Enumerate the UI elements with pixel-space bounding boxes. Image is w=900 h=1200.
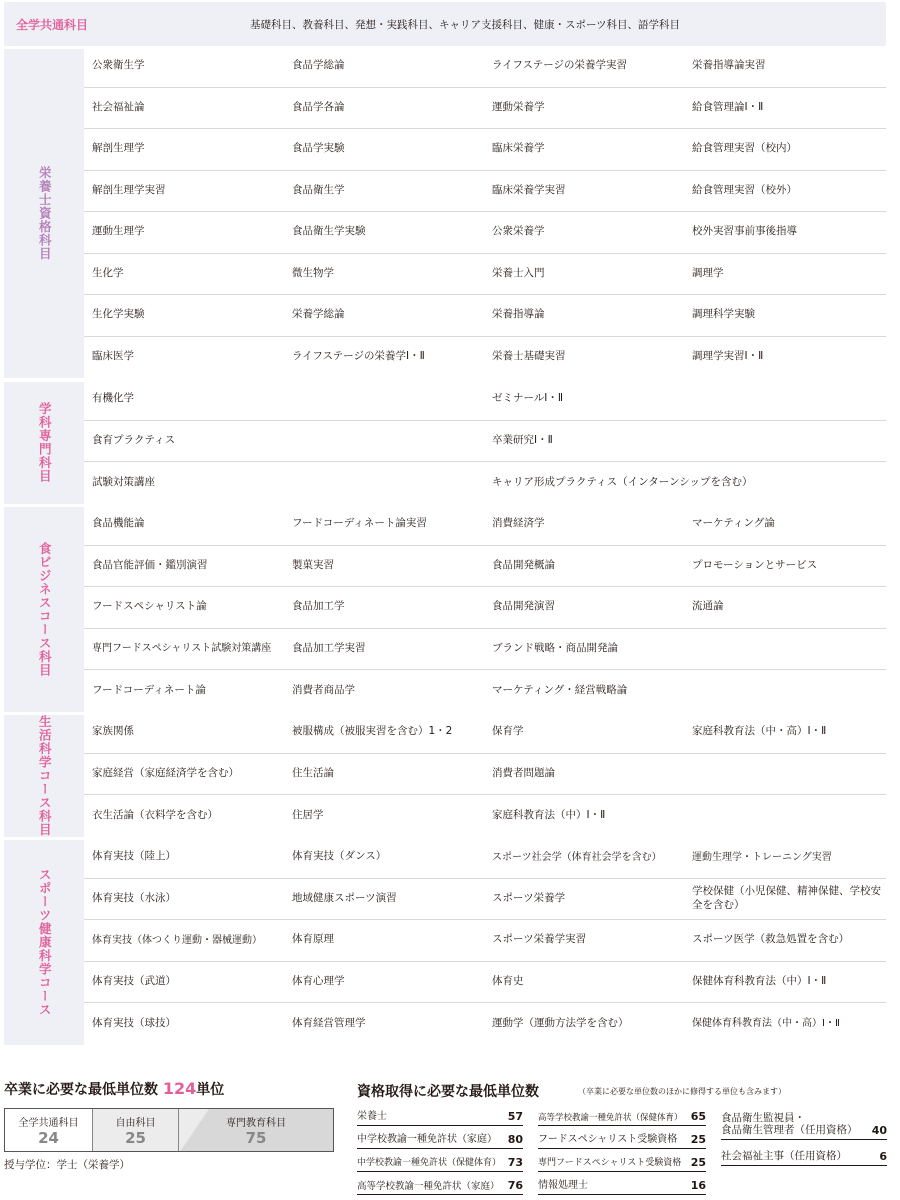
subject-cell: 栄養学総論: [292, 308, 345, 321]
table-row: [84, 129, 886, 171]
qualification-item: [721, 1140, 887, 1166]
table-row: [84, 462, 886, 504]
qualification-value: 76: [507, 1179, 523, 1192]
section-side: [4, 712, 84, 837]
subject-cell: 臨床栄養学: [492, 142, 545, 155]
subject-cell: 調理学実習Ⅰ・Ⅱ: [692, 350, 764, 363]
table-row: [84, 587, 886, 629]
subject-cell: 住生活論: [292, 766, 334, 779]
section-label: 食ビジネスコース科目: [37, 541, 53, 677]
subject-cell: 保健体育科教育法（中）Ⅰ・Ⅱ: [692, 974, 827, 987]
qualification-column-3: [721, 1103, 887, 1166]
subject-cell: 消費者商品学: [292, 683, 355, 696]
subject-cell: 運動生理学: [92, 225, 145, 238]
common-subjects-list: 基礎科目、教養科目、発想・実践科目、キャリア支援科目、健康・スポーツ科目、語学科目: [249, 18, 681, 31]
table-row: [84, 295, 886, 337]
qualification-name: 高等学校教諭一種免許状（保健体育）: [538, 1112, 683, 1123]
subject-cell: 試験対策講座: [92, 475, 155, 488]
subject-cell: 体育実技（陸上）: [92, 850, 176, 863]
section-nutritionist: [4, 46, 886, 378]
subject-cell: 体育実技（体つくり運動・器械運動）: [92, 934, 262, 946]
table-row: [84, 670, 886, 712]
graduation-title-prefix: 卒業に必要な最低単位数: [4, 1082, 158, 1098]
table-row: [84, 712, 886, 754]
subject-cell: 体育実技（水泳）: [92, 891, 176, 904]
subject-cell: 体育経営管理学: [292, 1016, 366, 1029]
subject-cell: 食品機能論: [92, 517, 145, 530]
subject-cell: スポーツ栄養学実習: [492, 933, 587, 946]
subject-cell: フードコーディネート論実習: [292, 517, 427, 530]
subject-cell: ゼミナールⅠ・Ⅱ: [492, 392, 564, 405]
table-row: [84, 837, 886, 879]
section-sports-health: [4, 837, 886, 1045]
subject-cell: 家庭科教育法（中・高）Ⅰ・Ⅱ: [692, 725, 827, 738]
qualification-item: [357, 1103, 523, 1126]
section-side: [4, 837, 84, 1045]
subject-cell: 食品学実験: [292, 142, 345, 155]
section-side: [4, 379, 84, 504]
table-row: [84, 88, 886, 130]
qualification-name: フードスペシャリスト受験資格: [538, 1134, 678, 1145]
subject-cell: 社会福祉論: [92, 100, 145, 113]
subject-cell: 体育実技（球技）: [92, 1016, 176, 1029]
graduation-title: [4, 1079, 224, 1099]
graduation-total: 124: [162, 1079, 197, 1098]
table-row: [84, 171, 886, 213]
table-row: [84, 629, 886, 671]
degree-text: 授与学位：学士（栄養学）: [4, 1159, 130, 1171]
qualification-value: 16: [690, 1179, 706, 1192]
credit-value: 75: [245, 1128, 267, 1147]
credit-divider-wedge: [179, 1109, 209, 1152]
subject-cell: 校外実習事前事後指導: [692, 225, 797, 238]
qualification-value: 73: [507, 1156, 523, 1169]
subject-cell: 製菓実習: [292, 558, 334, 571]
subject-cell: 運動栄養学: [492, 100, 545, 113]
subject-cell: 学校保健（小児保健、精神保健、学校安全を含む）: [692, 885, 881, 911]
credit-label: 専門教育科目: [226, 1117, 286, 1129]
table-row: [84, 754, 886, 796]
qualification-value: 80: [507, 1133, 523, 1146]
qualification-value: 6: [879, 1150, 887, 1163]
qualification-item: [538, 1126, 706, 1149]
qualification-name: 栄養士: [357, 1111, 387, 1122]
subject-cell: 体育史: [492, 974, 524, 987]
qualification-name: 高等学校教諭一種免許状（家庭）: [357, 1180, 500, 1192]
table-row: [84, 795, 886, 837]
subject-cell: 解剖生理学実習: [92, 183, 166, 196]
qualification-name: 社会福祉主事（任用資格）: [721, 1150, 847, 1163]
subject-cell: 体育実技（ダンス）: [292, 850, 387, 863]
subject-cell: 有機化学: [92, 392, 134, 405]
qualification-name: 食品衛生監視員・: [721, 1111, 805, 1124]
qualification-title: 資格取得に必要な最低単位数: [357, 1084, 539, 1100]
qualification-item: [538, 1149, 706, 1172]
graduation-unit: 単位: [196, 1082, 225, 1098]
table-row: [84, 504, 886, 546]
section-label: スポーツ健康科学コース: [37, 868, 53, 1017]
subject-cell: ブランド戦略・商品開発論: [492, 641, 618, 654]
subject-cell: 調理学: [692, 266, 724, 279]
subject-cell: 運動学（運動方法学を含む）: [492, 1016, 629, 1029]
subject-cell: 食品加工学実習: [292, 641, 366, 654]
subject-cell: 運動生理学・トレーニング実習: [692, 851, 832, 863]
qualification-value: 25: [690, 1133, 706, 1146]
qualification-name: 中学校教諭一種免許状（家庭）: [357, 1134, 497, 1145]
subject-cell: 被服構成（被服実習を含む）1・2: [292, 725, 453, 738]
subject-cell: 地域健康スポーツ演習: [292, 891, 397, 904]
subject-cell: 食品開発演習: [492, 600, 555, 613]
table-row: [84, 254, 886, 296]
subject-cell: 臨床医学: [92, 350, 134, 363]
subject-cell: 栄養指導論実習: [692, 59, 766, 72]
subject-cell: 栄養指導論: [492, 308, 545, 321]
qualification-name: 専門フードスペシャリスト受験資格: [538, 1158, 682, 1169]
qualification-item: [357, 1126, 523, 1149]
subject-cell: 微生物学: [292, 266, 334, 279]
subject-cell: スポーツ社会学（体育社会学を含む）: [492, 851, 662, 863]
table-row: [84, 337, 886, 379]
subject-cell: 消費者問題論: [492, 766, 555, 779]
subject-cell: 栄養士入門: [492, 266, 545, 279]
subject-cell: 調理科学実験: [692, 308, 755, 321]
subject-cell: 栄養士基礎実習: [492, 350, 566, 363]
qualification-item: [721, 1103, 887, 1140]
subject-cell: マーケティング・経営戦略論: [492, 683, 628, 696]
subject-cell: 食育プラクティス: [92, 433, 176, 446]
subject-cell: 専門フードスペシャリスト試験対策講座: [92, 643, 272, 655]
subject-cell: 家族関係: [92, 725, 134, 738]
table-row: [84, 421, 886, 463]
subject-cell: 公衆栄養学: [492, 225, 545, 238]
qualification-item: [357, 1172, 523, 1195]
credit-label: 自由科目: [115, 1117, 156, 1129]
subject-cell: 流通論: [692, 600, 724, 613]
subject-cell: 消費経済学: [492, 517, 545, 530]
section-label: 栄養士資格科目: [37, 166, 53, 261]
table-row: [84, 46, 886, 88]
qualification-item: [357, 1149, 523, 1172]
qualification-note: （卒業に必要な単位数のほかに修得する単位も含みます）: [578, 1087, 786, 1096]
qualification-value: 25: [690, 1156, 706, 1169]
subject-cell: 食品加工学: [292, 600, 345, 613]
subject-cell: 衣生活論（衣料学を含む）: [92, 808, 218, 821]
subject-cell: プロモーションとサービス: [692, 558, 818, 571]
table-row: [84, 1003, 886, 1045]
table-row: [84, 962, 886, 1004]
subject-cell: 食品学各論: [292, 100, 345, 113]
qualification-name: 情報処理士: [538, 1180, 588, 1191]
subject-cell: ライフステージの栄養学Ⅰ・Ⅱ: [292, 350, 425, 363]
credit-free: [93, 1109, 179, 1151]
subject-cell: 体育実技（武道）: [92, 974, 176, 987]
subject-cell: ライフステージの栄養学実習: [492, 59, 628, 72]
subject-cell: 家庭科教育法（中）Ⅰ・Ⅱ: [492, 808, 606, 821]
subject-cell: スポーツ医学（救急処置を含む）: [692, 933, 850, 946]
credit-label: 全学共通科目: [18, 1117, 79, 1129]
subject-cell: 食品官能評価・鑑別演習: [92, 558, 208, 571]
subject-cell: 臨床栄養学実習: [492, 183, 566, 196]
section-label: 生活科学コース科目: [37, 715, 53, 837]
subject-cell: 食品開発概論: [492, 558, 555, 571]
common-subjects-title: 全学共通科目: [16, 17, 89, 32]
credit-value: 25: [125, 1128, 146, 1147]
subject-cell: キャリア形成プラクティス（インターンシップを含む）: [492, 475, 753, 488]
credit-value: 24: [38, 1128, 59, 1147]
section-label: 学科専門科目: [37, 402, 53, 484]
table-row: [84, 920, 886, 962]
table-row: [84, 546, 886, 588]
subject-cell: 解剖生理学: [92, 142, 145, 155]
qualification-value: 65: [690, 1110, 706, 1123]
section-food-business: [4, 504, 886, 712]
subject-cell: 給食管理実習（校外）: [692, 183, 797, 196]
qualification-value: 40: [871, 1124, 887, 1137]
qualification-value: 57: [507, 1110, 523, 1123]
section-side: [4, 504, 84, 712]
subject-cell: 体育原理: [292, 933, 334, 946]
qualification-name: 中学校教諭一種免許状（保健体育）: [357, 1158, 502, 1169]
table-row: [84, 379, 886, 421]
table-row: [84, 879, 886, 921]
subject-cell: 食品学総論: [292, 59, 345, 72]
subject-cell: フードスペシャリスト論: [92, 600, 207, 613]
credit-common: [5, 1109, 93, 1151]
subject-cell: 体育心理学: [292, 974, 345, 987]
subject-cell: 食品衛生学: [292, 183, 345, 196]
subject-cell: 保健体育科教育法（中・高）Ⅰ・Ⅱ: [692, 1018, 840, 1030]
qualification-column-2: [538, 1103, 706, 1195]
subject-cell: 給食管理実習（校内）: [692, 142, 797, 155]
subject-cell: 食品衛生学実験: [292, 225, 366, 238]
section-side: [4, 46, 84, 378]
subject-cell: スポーツ栄養学: [492, 891, 566, 904]
qualification-name-group: [721, 1112, 858, 1137]
qualification-column-1: [357, 1103, 523, 1195]
qualification-item: [538, 1103, 706, 1126]
section-life-science: [4, 712, 886, 837]
subject-cell: マーケティング論: [692, 517, 775, 530]
subject-cell: 卒業研究Ⅰ・Ⅱ: [492, 433, 553, 446]
subject-cell: 保育学: [492, 725, 524, 738]
section-department: [4, 379, 886, 504]
common-subjects-bar: [4, 2, 886, 46]
subject-cell: 生化学: [92, 266, 124, 279]
subject-cell: 給食管理論Ⅰ・Ⅱ: [692, 100, 764, 113]
subject-cell: 生化学実験: [92, 308, 145, 321]
subject-cell: 公衆衛生学: [92, 59, 145, 72]
subject-cell: フードコーディネート論: [92, 683, 206, 696]
graduation-credit-box: [4, 1108, 334, 1152]
subject-cell: 住居学: [292, 808, 324, 821]
credit-specialized: [179, 1109, 333, 1151]
qualification-item: [538, 1172, 706, 1195]
table-row: [84, 212, 886, 254]
qualification-name: 食品衛生管理者（任用資格）: [721, 1124, 858, 1137]
subject-cell: 家庭経営（家庭経済学を含む）: [92, 766, 239, 779]
